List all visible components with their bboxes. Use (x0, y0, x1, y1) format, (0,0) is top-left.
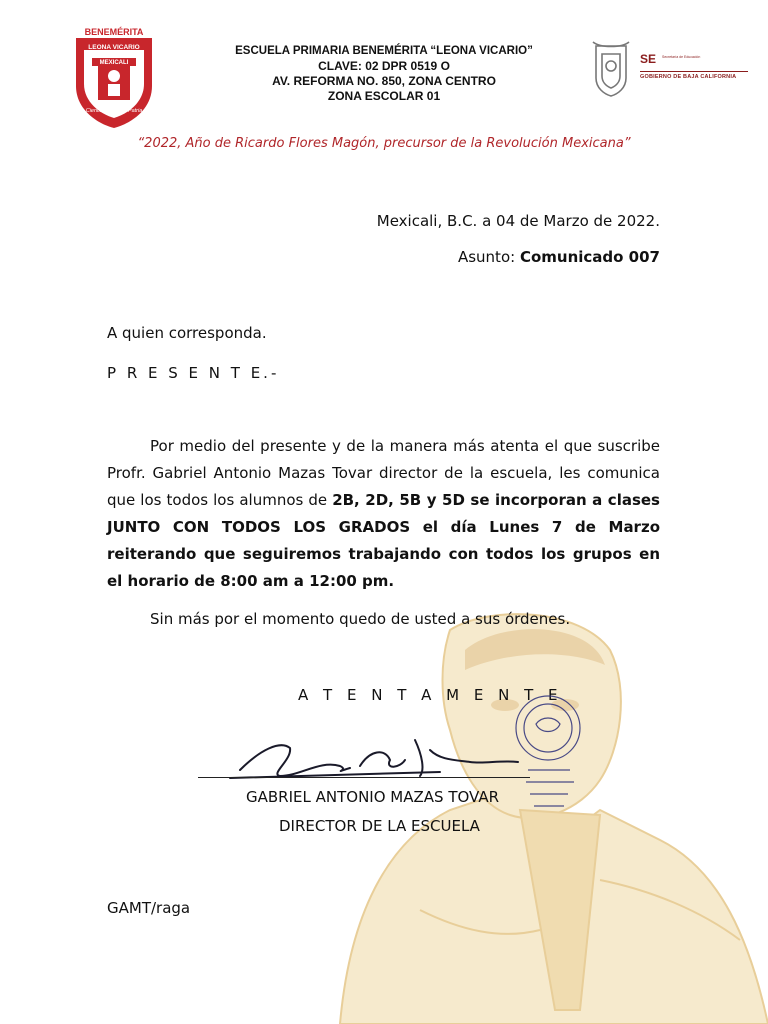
school-name: ESCUELA PRIMARIA BENEMÉRITA “LEONA VICARIO” (235, 45, 533, 57)
letter-subject (458, 248, 660, 266)
closing-line: Sin más por el momento quedo de usted a sus órdenes. (150, 610, 571, 628)
logo-text-mid: LEONA VICARIO (88, 44, 140, 51)
logo-text-top: BENEMÉRITA (84, 27, 144, 37)
reference-initials: GAMT/raga (107, 899, 191, 917)
gov-logo (640, 52, 750, 82)
subject-value: Comunicado 007 (519, 248, 660, 266)
school-logo (68, 24, 160, 128)
signature-line (198, 777, 530, 778)
greeting: A quien corresponda. (107, 324, 267, 342)
signer-role: DIRECTOR DE LA ESCUELA (279, 817, 480, 835)
paragraph-intro: Por medio del presente y de la manera más atenta el que suscribe Profr. Gabriel Antonio Mazas Tovar director de la escuela, les comunica que los todos los alumnos de (107, 437, 660, 509)
school-header (170, 44, 598, 104)
atentamente: A T E N T A M E N T E (298, 686, 563, 704)
year-motto: “2022, Año de Ricardo Flores Magón, precursor de la Revolución Mexicana” (137, 136, 631, 151)
presente: P R E S E N T E.- (107, 364, 280, 382)
signature (200, 730, 540, 790)
mexico-seal-icon (590, 38, 632, 98)
main-paragraph (107, 433, 660, 595)
subject-label: Asunto: (457, 248, 520, 266)
school-zone: ZONA ESCOLAR 01 (327, 89, 441, 103)
logo-text-city: MEXICALI (99, 60, 129, 66)
paragraph-bold: 2B, 2D, 5B y 5D se incorporan a clases JUNTO CON TODOS LOS GRADOS el día Lunes 7 de Marzo reiterando que seguiremos trabajando con todos los grupos en el horario de 8:00 am a 12:00 pm. (107, 491, 660, 590)
gov-abbrev: SE (640, 52, 657, 66)
school-address: AV. REFORMA NO. 850, ZONA CENTRO (272, 74, 496, 88)
signer-name: GABRIEL ANTONIO MAZAS TOVAR (246, 788, 500, 806)
gov-small-text: Secretaría de Educación (662, 55, 701, 59)
letter-date: Mexicali, B.C. a 04 de Marzo de 2022. (376, 212, 660, 230)
school-clave: CLAVE: 02 DPR 0519 O (318, 59, 450, 73)
gov-divider (640, 71, 748, 72)
gov-name: GOBIERNO DE BAJA CALIFORNIA (640, 74, 737, 80)
logo-text-bottom: Ciencia, Honor y Patria (85, 108, 143, 114)
